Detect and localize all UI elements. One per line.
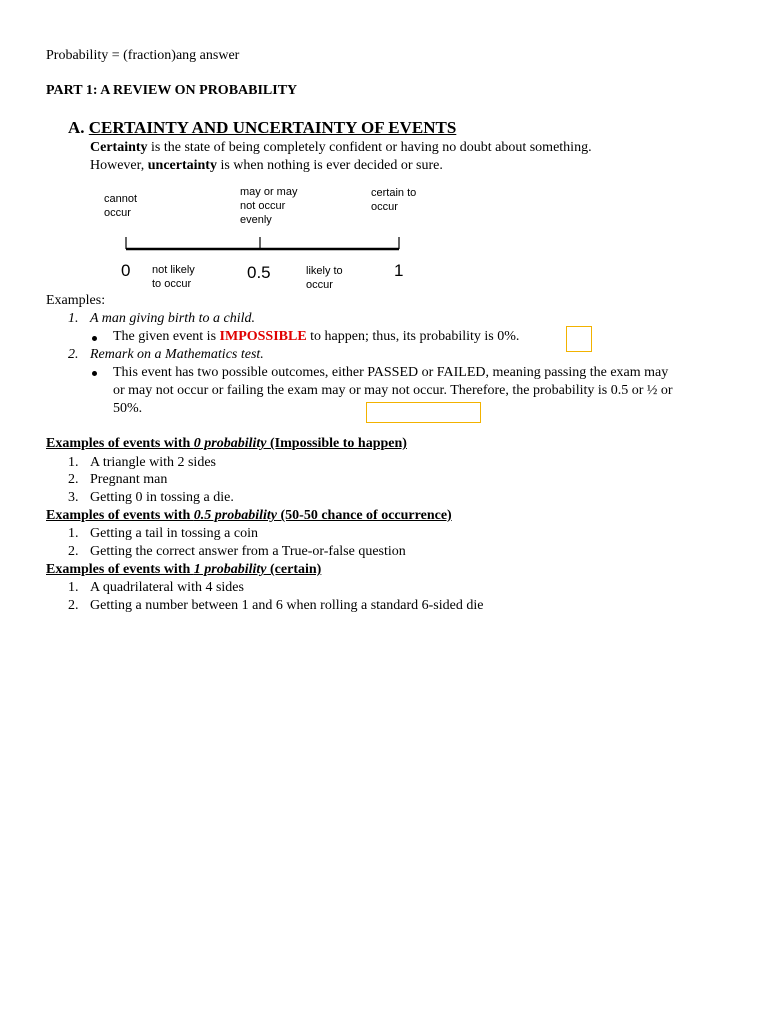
explanation-text: The given event is [113,329,220,344]
example-2-title: Remark on a Mathematics test. [90,347,264,362]
label-cannot-occur [104,192,137,220]
list-item-num: 2. [68,472,79,487]
heading-italic: 0 probability [193,436,267,451]
uncertainty-pre: However, [90,158,148,173]
label-line: not likely [152,264,195,276]
heading-italic: 0.5 probability [193,508,278,523]
section-heading: CERTAINTY AND UNCERTAINTY OF EVENTS [88,118,457,137]
section-letter: A. [68,118,85,137]
example-2-line-1: This event has two possible outcomes, either PASSED or FAILED, meaning passing the exam may [113,365,669,380]
certainty-term: Certainty [90,140,148,155]
example-1-num: 1. [68,311,79,326]
label-line: occur [306,279,333,291]
heading-italic: 1 probability [193,562,267,577]
heading-text: Examples of events with [46,436,194,451]
list-item: Getting a tail in tossing a coin [90,526,258,541]
number-zero: 0 [121,261,131,280]
list-item: A triangle with 2 sides [90,455,216,470]
list-item-num: 2. [68,544,79,559]
explanation-text: to happen; thus, its probability is 0%. [306,329,520,344]
list-item-num: 2. [68,598,79,613]
example-2-line-3: 50%. [113,401,143,416]
certainty-definition [90,140,592,156]
answer-box-small [566,326,592,352]
label-certain-to-occur [371,186,416,214]
heading-text: (Impossible to happen) [266,436,407,451]
label-line: not occur [240,200,286,212]
bullet-icon [92,371,97,376]
heading-text: (certain) [266,562,322,577]
label-line: may or may [240,186,298,198]
example-1-title: A man giving birth to a child. [90,311,256,326]
header-line: Probability = (fraction)ang answer [46,48,240,63]
example-1-explanation [113,329,519,345]
label-line: cannot [104,193,138,205]
section-title [68,118,456,138]
list-item: Getting 0 in tossing a die. [90,490,234,505]
impossible-highlight: IMPOSSIBLE [219,329,307,344]
list-item-num: 3. [68,490,79,505]
label-line: occur [371,201,398,213]
label-line: evenly [240,214,272,226]
list-item: Getting a number between 1 and 6 when rolling a standard 6-sided die [90,598,484,613]
example-2-line-2: or may not occur or failing the exam may or may not occur. Therefore, the probability is 0.5 or ½ or [113,383,673,398]
list-item-num: 1. [68,580,79,595]
list-item: A quadrilateral with 4 sides [90,580,244,595]
heading-text: Examples of events with [46,508,194,523]
uncertainty-term: uncertainty [147,158,217,173]
heading-text: (50-50 chance of occurrence) [277,508,452,523]
answer-box-wide [366,402,481,423]
uncertainty-text: is when nothing is ever decided or sure. [216,158,443,173]
number-half: 0.5 [247,263,271,282]
bullet-icon [92,336,97,341]
group-half-heading [46,508,452,524]
label-not-likely [152,263,195,291]
certainty-text: is the state of being completely confident or having no doubt about something. [147,140,592,155]
uncertainty-definition [90,158,443,174]
examples-label: Examples: [46,293,106,308]
label-line: likely to [306,265,343,277]
list-item: Getting the correct answer from a True-or-false question [90,544,406,559]
list-item: Pregnant man [90,472,168,487]
group-0-heading [46,436,407,452]
number-one: 1 [394,261,404,280]
group-1-heading [46,562,321,578]
label-line: occur [104,207,131,219]
number-line-axis [118,232,408,256]
list-item-num: 1. [68,526,79,541]
example-2-num: 2. [68,347,79,362]
label-may-or-may-not [240,185,297,227]
label-likely [306,264,343,292]
label-line: to occur [152,278,192,290]
heading-text: Examples of events with [46,562,194,577]
part-title: PART 1: A REVIEW ON PROBABILITY [46,83,298,98]
label-line: certain to [371,187,417,199]
list-item-num: 1. [68,455,79,470]
